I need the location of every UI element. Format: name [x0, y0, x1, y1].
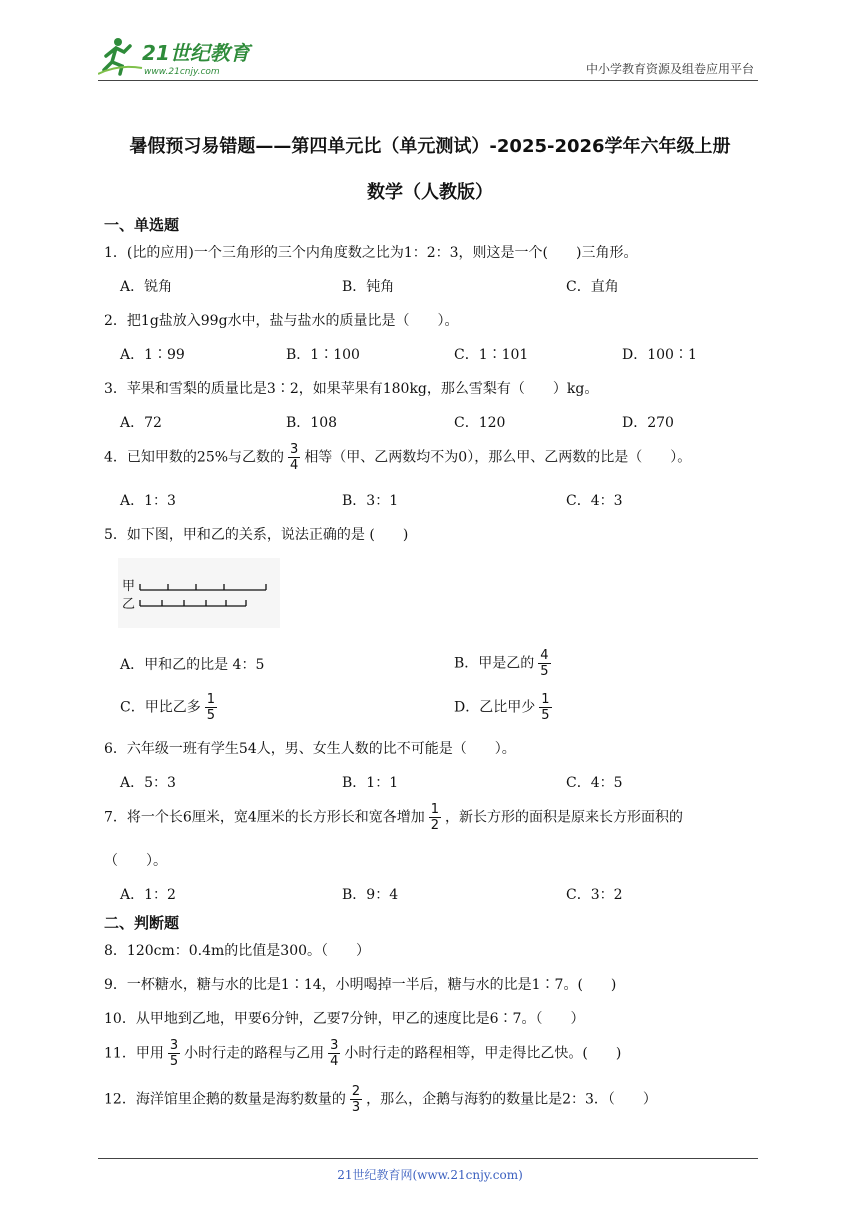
q5-option-a: A．甲和乙的比是 4：5 — [120, 657, 265, 673]
q5-option-b: B．甲是乙的 $\frac{4}{5}$ — [454, 648, 549, 679]
q5-option-c: C．甲比乙多 $\frac{1}{5}$ — [120, 692, 215, 723]
q5c-fraction: $\frac{1}{5}$ — [206, 692, 215, 723]
q6-option-a: A．5：3 — [120, 775, 176, 791]
page-title-line2: 数学（人教版） — [367, 182, 493, 203]
q11-fraction-1: $\frac{3}{5}$ — [169, 1038, 179, 1069]
page-title-line1: 暑假预习易错题——第四单元比（单元测试）-2025-2026学年六年级上册 — [129, 136, 731, 157]
q2-option-d: D．100∶1 — [622, 347, 697, 363]
page-header — [98, 28, 758, 80]
question-5: 5．如下图，甲和乙的关系，说法正确的是 ( ) — [104, 527, 409, 543]
q2-option-b: B．1∶100 — [286, 347, 360, 363]
q4-option-a: A．1：3 — [120, 493, 176, 509]
diagram-label-jia: 甲 — [122, 579, 136, 594]
q7-option-b: B．9：4 — [342, 887, 399, 903]
q11-fraction-2: $\frac{3}{4}$ — [330, 1038, 339, 1069]
logo-url: www.21cnjy.com — [144, 67, 220, 77]
q3-option-c: C．120 — [454, 415, 506, 431]
q3-option-b: B．108 — [286, 415, 338, 431]
question-4 — [104, 442, 691, 473]
q1-option-c: C．直角 — [566, 279, 619, 295]
q4-fraction: $\frac{3}{4}$ — [290, 442, 299, 473]
question-12: 12．海洋馆里企鹅的数量是海豹数量的 $\frac{2}{3}$ ，那么，企鹅与海豹的数量比是2：3．（ ） — [104, 1084, 657, 1115]
q2-option-c: C．1∶101 — [454, 347, 529, 363]
q1-option-a: A．锐角 — [120, 279, 173, 295]
question-8: 8．120cm：0.4m的比值是300。（ ） — [104, 943, 371, 959]
q4-text-start: 4．已知甲数的25%与乙数的 — [104, 449, 285, 466]
q7-fraction: $\frac{1}{2}$ — [430, 802, 440, 833]
q5d-fraction: $\frac{1}{5}$ — [541, 692, 550, 723]
logo-text: 21世纪教育 — [142, 41, 250, 65]
q3-option-a: A．72 — [120, 415, 162, 431]
q6-option-c: C．4：5 — [566, 775, 623, 791]
footer-link[interactable]: 21世纪教育网(www.21cnjy.com) — [337, 1168, 523, 1182]
section-heading-true-false: 二、判断题 — [104, 914, 180, 932]
q3-option-d: D．270 — [622, 415, 674, 431]
q12-fraction: $\frac{2}{3}$ — [351, 1084, 361, 1115]
q5b-fraction: $\frac{4}{5}$ — [540, 648, 549, 679]
q5-option-d: D．乙比甲少 $\frac{1}{5}$ — [454, 692, 550, 723]
question-2: 2．把1g盐放入99g水中，盐与盐水的质量比是（ ）。 — [104, 313, 459, 329]
q6-option-b: B．1：1 — [342, 775, 399, 791]
footer-divider — [98, 1158, 758, 1159]
q4-option-c: C．4：3 — [566, 493, 623, 509]
q2-option-a: A．1∶99 — [120, 347, 185, 363]
question-10: 10．从甲地到乙地，甲要6分钟，乙要7分钟，甲乙的速度比是6∶7。（ ） — [104, 1011, 585, 1027]
question-7: 7．将一个长6厘米，宽4厘米的长方形长和宽各增加 $\frac{1}{2}$ ，新长方形的面积是原来长方形面积的 — [104, 802, 684, 833]
platform-text: 中小学教育资源及组卷应用平台 — [585, 62, 754, 76]
question-11: 11．甲用 $\frac{3}{5}$ 小时行走的路程与乙用 $\frac{3}{4}$ 小时行走的路程相等，甲走得比乙快。( ) — [104, 1038, 622, 1069]
question-1: 1．(比的应用)一个三角形的三个内角度数之比为1：2：3，则这是一个( )三角形。 — [104, 245, 638, 261]
section-heading-single-choice: 一、单选题 — [104, 216, 180, 234]
question-7-line2: （ ）。 — [104, 853, 167, 869]
question-3: 3．苹果和雪梨的质量比是3∶2，如果苹果有180kg，那么雪梨有（ ）kg。 — [104, 381, 599, 397]
question-9: 9．一杯糖水，糖与水的比是1∶14，小明喝掉一半后，糖与水的比是1∶7。( ) — [104, 977, 617, 993]
header-divider — [98, 80, 758, 81]
question-6: 6．六年级一班有学生54人，男、女生人数的比不可能是（ ）。 — [104, 741, 516, 757]
q1-option-b: B．钝角 — [342, 279, 395, 295]
diagram-label-yi: 乙 — [122, 597, 136, 612]
q4-option-b: B．3：1 — [342, 493, 399, 509]
q4-text-end: 相等（甲、乙两数均不为0），那么甲、乙两数的比是（ ）。 — [304, 449, 692, 466]
q5-segment-diagram — [118, 558, 280, 628]
q7-option-c: C．3：2 — [566, 887, 623, 903]
q7-option-a: A．1：2 — [120, 887, 176, 903]
logo-21cnjy — [98, 34, 268, 78]
